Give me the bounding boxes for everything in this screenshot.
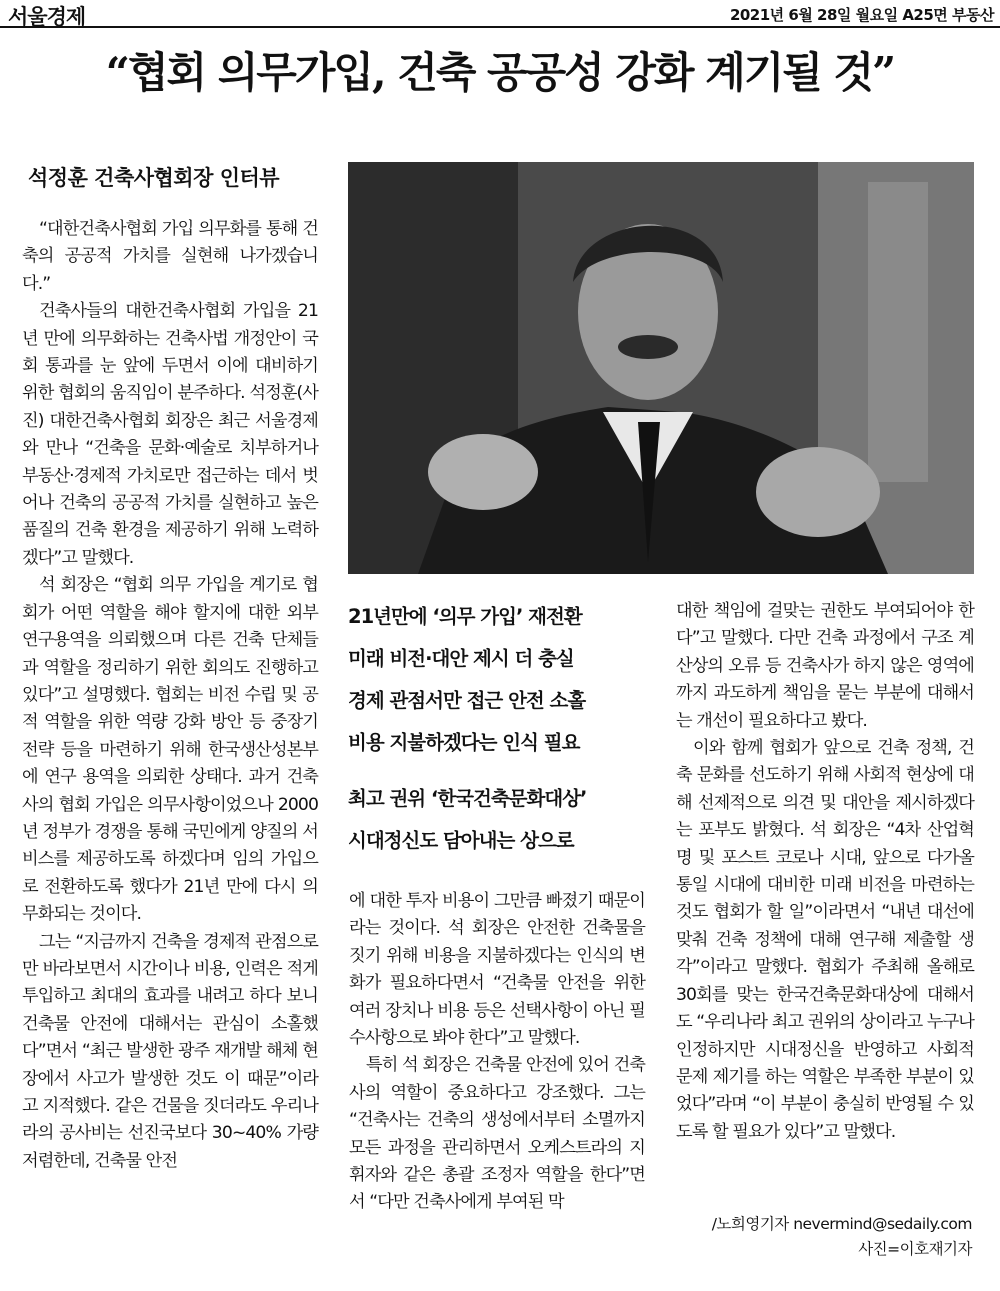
- pull-quote-line: 21년만에 ‘의무 가입’ 재전환: [348, 605, 582, 628]
- pull-quote-line: 경제 관점서만 접근 안전 소홀: [348, 689, 586, 712]
- pull-quote-line: 미래 비전·대안 제시 더 충실: [348, 647, 574, 670]
- pull-quote-line: 비용 지불하겠다는 인식 필요: [348, 731, 580, 754]
- portrait-photo-icon: [348, 162, 974, 574]
- article-paragraph: 특히 석 회장은 건축물 안전에 있어 건축사의 역할이 중요하다고 강조했다. 그는 “건축사는 건축의 생성에서부터 소멸까지 모든 과정을 관리하면서 오케스트라의 지휘자와 같은 총괄 조정자 역할을 한다”면서 “다만 건축사에게 부여된 막: [349, 1055, 645, 1213]
- date-line: 2021년 6월 28일 월요일 A25면 부동산: [729, 6, 994, 24]
- byline: [712, 1212, 972, 1262]
- newspaper-name: 서울경제: [8, 4, 86, 29]
- pull-quote-line: 시대정신도 담아내는 상으로: [348, 829, 574, 852]
- pull-quote: [348, 596, 648, 862]
- article-column-2: [349, 888, 645, 1217]
- photo-credit: 사진=이호재기자: [858, 1240, 972, 1258]
- subhead: 석정훈 건축사협회장 인터뷰: [28, 166, 280, 190]
- portrait-photo: [348, 162, 974, 574]
- article-column-1: [22, 216, 318, 1175]
- pull-quote-spacer: [348, 764, 648, 778]
- article-paragraph: 건축사들의 대한건축사협회 가입을 21년 만에 의무화하는 건축사법 개정안이 국회 통과를 눈 앞에 두면서 이에 대비하기 위한 협회의 움직임이 분주하다. 석정훈(사진) 대한건축사협회 회장은 최근 서울경제와 만나 “건축을 문화·예술로 치부하거나 부동산·경제적 가치로만 접근하는 데서 벗어나 건축의 공공적 가치를 실현하고 높은 품질의 건축 환경을 제공하기 위해 노력하겠다”고 말했다.: [22, 301, 318, 568]
- pull-quote-line: 최고 권위 ‘한국건축문화대상’: [348, 787, 587, 810]
- article-paragraph: 대한 책임에 걸맞는 권한도 부여되어야 한다”고 말했다. 다만 건축 과정에서 구조 계산상의 오류 등 건축사가 하지 않은 영역에까지 과도하게 책임을 묻는 부분에 대해서는 개선이 필요하다고 봤다.: [676, 601, 974, 731]
- article-paragraph: 그는 “지금까지 건축을 경제적 관점으로만 바라보면서 시간이나 비용, 인력은 적게 투입하고 최대의 효과를 내려고 하다 보니 건축물 안전에 대해서는 관심이 소홀했다”면서 “최근 발생한 광주 재개발 해체 현장에서 사고가 발생한 것도 이 때문”이라고 지적했다. 같은 건물을 짓더라도 우리나라의 공사비는 선진국보다 30~40% 가량 저렴한데, 건축물 안전: [22, 931, 318, 1171]
- masthead: [0, 0, 1000, 28]
- reporter-credit: /노희영기자 nevermind@sedaily.com: [711, 1215, 972, 1233]
- article-paragraph: 이와 함께 협회가 앞으로 건축 정책, 건축 문화를 선도하기 위해 사회적 현상에 대해 선제적으로 의견 및 대안을 제시하겠다는 포부도 밝혔다. 석 회장은 “4차 산업혁명 및 포스트 코로나 시대, 앞으로 다가올 통일 시대에 대비한 미래 비전을 마련하는 것도 협회가 할 일”이라면서 “내년 대선에 맞춰 건축 정책에 대해 연구해 제출할 생각”이라고 말했다. 협회가 주최해 올해로 30회를 맞는 한국건축문화대상에 대해서도 “우리나라 최고 권위의 상이라고 누구나 인정하지만 시대정신을 반영하고 사회적 문제 제기를 하는 역할은 부족한 부분이 있었다”라며 “이 부분이 충실히 반영될 수 있도록 할 필요가 있다”고 말했다.: [676, 738, 974, 1142]
- article-paragraph: 석 회장은 “협회 의무 가입을 계기로 협회가 어떤 역할을 해야 할지에 대한 외부 연구용역을 의뢰했으며 다른 건축 단체들과 역할을 정리하기 위한 회의도 진행하고 있다”고 설명했다. 협회는 비전 수립 및 공적 역할을 위한 역량 강화 방안 등 중장기 전략 등을 마련하기 위해 한국생산성본부에 연구 용역을 의뢰한 상태다. 과거 건축사의 협회 가입은 의무사항이었으나 2000년 정부가 경쟁을 통해 국민에게 양질의 서비스를 제공하도록 하겠다며 임의 가입으로 전환하도록 했다가 21년 만에 다시 의무화되는 것이다.: [22, 575, 318, 925]
- headline: “협회 의무가입, 건축 공공성 강화 계기될 것”: [105, 48, 895, 97]
- article-paragraph: “대한건축사협회 가입 의무화를 통해 건축의 공공적 가치를 실현해 나가겠습니다.”: [22, 219, 318, 294]
- article-column-3: [676, 598, 974, 1146]
- article-paragraph: 에 대한 투자 비용이 그만큼 빠졌기 때문이라는 것이다. 석 회장은 안전한 건축물을 짓기 위해 비용을 지불하겠다는 인식의 변화가 필요하다면서 “건축물 안전을 위한 여러 장치나 비용 등은 선택사항이 아닌 필수사항으로 봐야 한다”고 말했다.: [349, 891, 645, 1049]
